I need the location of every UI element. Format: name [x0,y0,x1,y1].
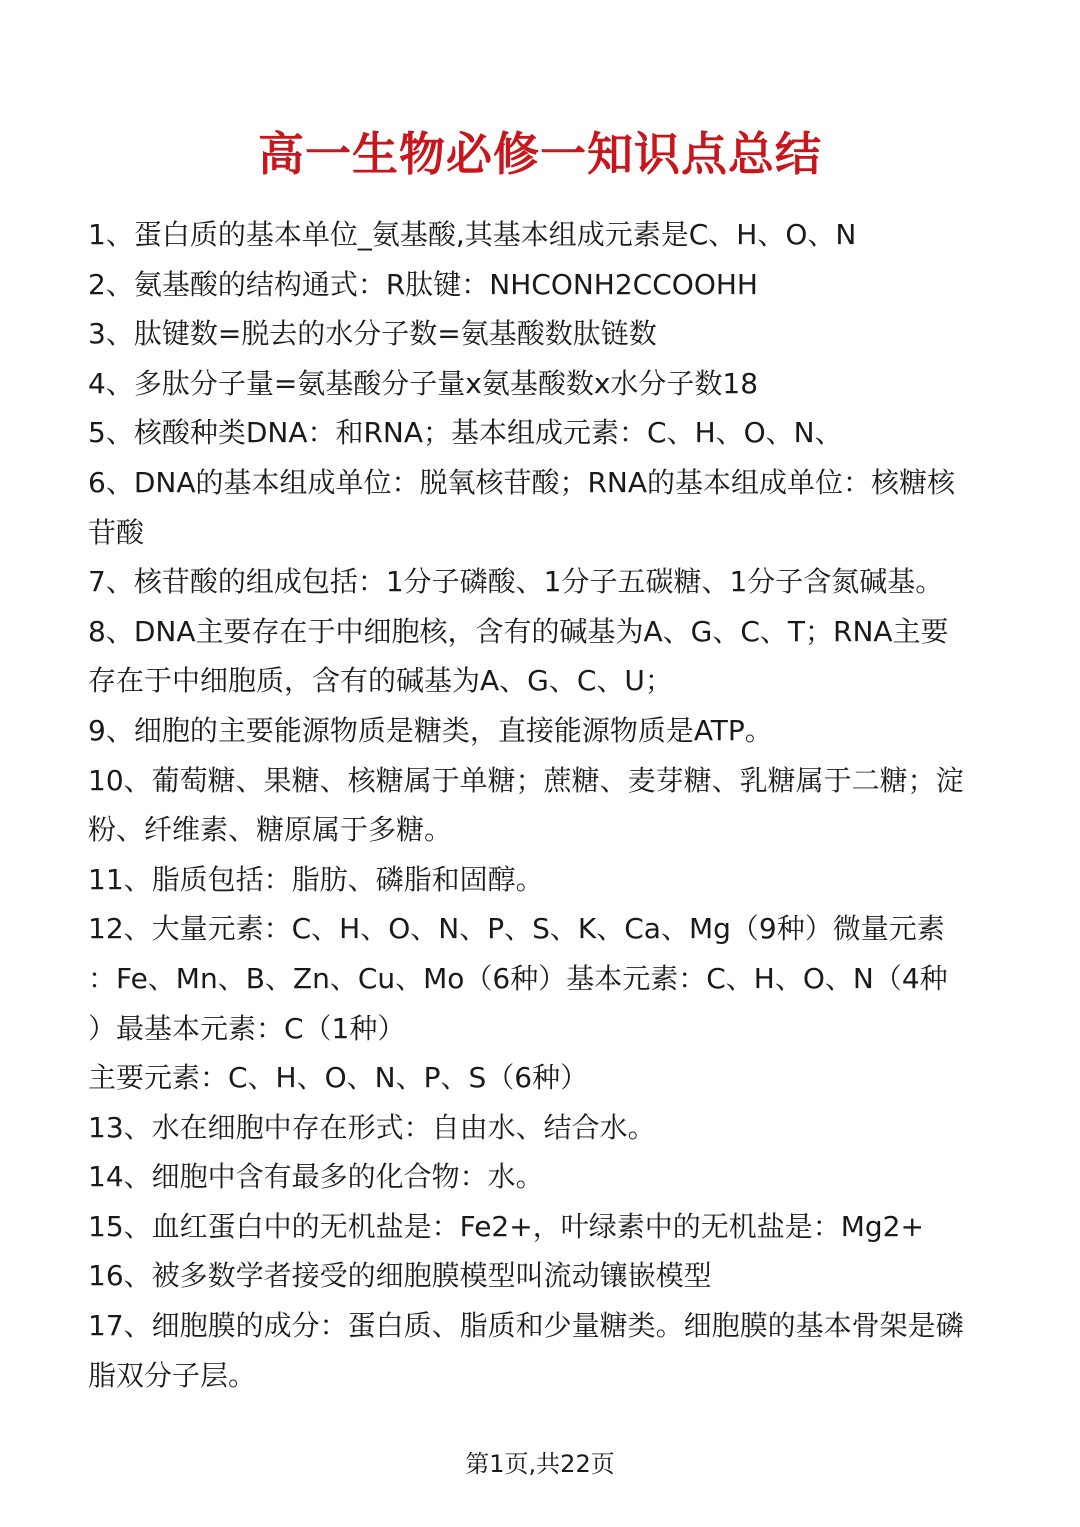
list-item-line: 3、肽键数=脱去的水分子数=氨基酸数肽链数 [88,317,657,351]
list-item-line: 13、水在细胞中存在形式：自由水、结合水。 [88,1110,656,1144]
list-item [88,1103,998,1153]
list-item [88,557,998,607]
list-item-line: 11、脂质包括：脂肪、磷脂和固醇。 [88,862,544,896]
list-item [88,607,998,706]
list-item [88,210,998,260]
list-item-line: 7、核苷酸的组成包括：1分子磷酸、1分子五碳糖、1分子含氮碱基。 [88,565,944,599]
list-item [88,756,998,855]
list-item [88,260,998,310]
list-item [88,309,998,359]
list-item-line: 脂双分子层。 [88,1358,257,1392]
document-content [88,210,998,1400]
list-item-line: 1、蛋白质的基本单位_氨基酸,其基本组成元素是C、H、O、N [88,218,857,251]
list-item-line: 粉、纤维素、糖原属于多糖。 [88,813,453,847]
list-item [88,1301,998,1400]
list-item-line: 17、细胞膜的成分：蛋白质、脂质和少量糖类。细胞膜的基本骨架是磷 [88,1309,964,1343]
list-item [88,408,998,458]
list-item [88,458,998,557]
list-item-line: 15、血红蛋白中的无机盐是：Fe2+，叶绿素中的无机盐是：Mg2+ [88,1209,924,1243]
list-item-line: 苷酸 [88,515,145,549]
list-item [88,706,998,756]
list-item [88,1251,998,1301]
list-item-line: 14、细胞中含有最多的化合物：水。 [88,1160,544,1194]
list-item [88,1202,998,1252]
list-item-line: 12、大量元素：C、H、O、N、P、S、K、Ca、Mg（9种）微量元素 [88,912,945,946]
list-item-line: 9、细胞的主要能源物质是糖类，直接能源物质是ATP。 [88,713,773,747]
list-item-line: 5、核酸种类DNA：和RNA；基本组成元素：C、H、O、N、 [88,416,843,450]
list-item [88,904,998,1053]
list-item [88,1053,998,1103]
list-item-line: ）最基本元素：C（1种） [88,1011,406,1045]
list-item-line: 主要元素：C、H、O、N、P、S（6种） [88,1061,589,1095]
list-item [88,1152,998,1202]
list-item-line: ：Fe、Mn、B、Zn、Cu、Mo（6种）基本元素：C、H、O、N（4种 [88,961,948,995]
page-number: 第1页,共22页 [465,1450,615,1478]
list-item-line: 存在于中细胞质，含有的碱基为A、G、C、U； [88,664,673,698]
list-item [88,359,998,409]
list-item-line: 2、氨基酸的结构通式：R肽键：NHCONH2CCOOHH [88,267,758,301]
list-item-line: 16、被多数学者接受的细胞膜模型叫流动镶嵌模型 [88,1259,712,1293]
list-item-line: 10、葡萄糖、果糖、核糖属于单糖；蔗糖、麦芽糖、乳糖属于二糖；淀 [88,763,964,797]
list-item-line: 4、多肽分子量=氨基酸分子量x氨基酸数x水分子数18 [88,366,759,400]
list-item [88,855,998,905]
list-item-line: 8、DNA主要存在于中细胞核，含有的碱基为A、G、C、T；RNA主要 [88,614,949,648]
document-title: 高一生物必修一知识点总结 [258,127,822,181]
list-item-line: 6、DNA的基本组成单位：脱氧核苷酸；RNA的基本组成单位：核糖核 [88,465,956,499]
